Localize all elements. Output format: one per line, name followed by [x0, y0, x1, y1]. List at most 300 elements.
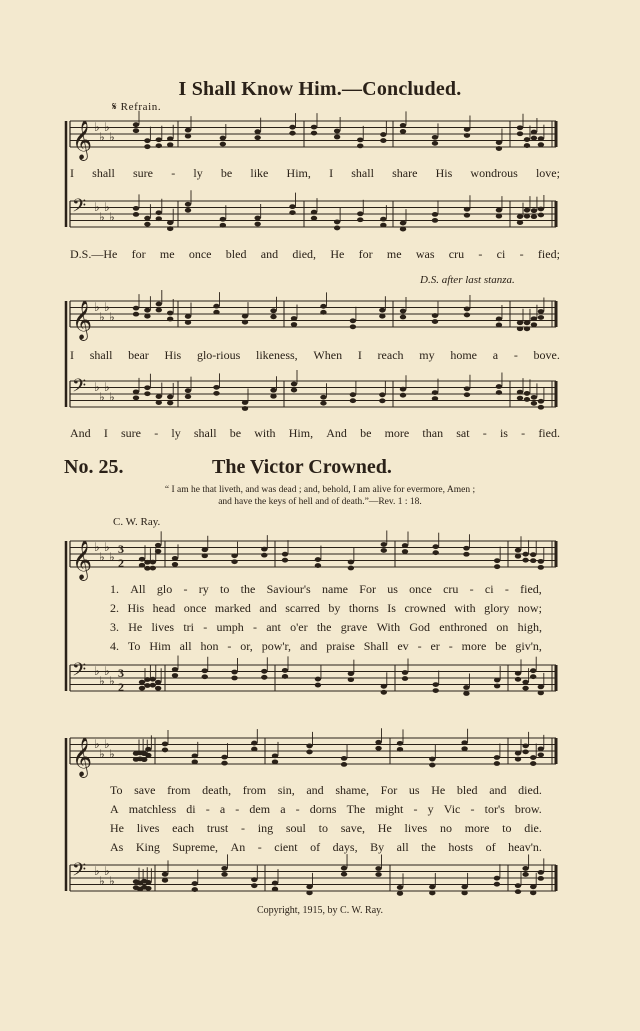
note-head — [464, 386, 470, 391]
note-head — [357, 137, 363, 142]
note-head — [213, 304, 219, 309]
lyric-word: - — [504, 582, 509, 596]
lyric-word: on — [496, 620, 509, 634]
note-head — [213, 310, 219, 315]
note-head — [150, 677, 156, 682]
note-head — [185, 388, 191, 393]
lyric-word: ing — [257, 821, 274, 835]
note-head — [531, 322, 537, 327]
lyric-word: from — [242, 783, 267, 797]
lyric-word: ev — [397, 639, 409, 653]
note-head — [133, 206, 139, 211]
note-head — [524, 137, 530, 142]
note-head — [463, 552, 469, 557]
lyric-word: - — [235, 802, 240, 816]
lyric-word: marked — [214, 601, 251, 615]
lyric-word: To — [127, 639, 141, 653]
note-head — [334, 226, 340, 231]
note-head — [202, 674, 208, 679]
note-head — [375, 740, 381, 745]
flat-icon: ♭ — [109, 210, 115, 224]
note-head — [522, 872, 528, 877]
flat-icon: ♭ — [94, 864, 100, 878]
note-head — [289, 210, 295, 215]
lyric-word: - — [417, 639, 422, 653]
note-head — [282, 552, 288, 557]
lyric-word: me — [386, 247, 402, 261]
note-head — [515, 889, 521, 894]
lyric-word: And — [326, 426, 347, 440]
lyric-word: for — [131, 247, 146, 261]
note-head — [380, 217, 386, 222]
note-head — [515, 554, 521, 559]
lyric-word: be — [220, 166, 233, 180]
lyric-word: He — [330, 247, 345, 261]
lyric-word: more — [464, 821, 490, 835]
note-head — [341, 866, 347, 871]
note-head — [429, 757, 435, 762]
note-head — [517, 131, 523, 136]
lyric-word: - — [257, 840, 262, 854]
lyric-word: - — [519, 247, 524, 261]
note-head — [375, 746, 381, 751]
note-head — [334, 135, 340, 140]
note-head — [311, 216, 317, 221]
note-head — [306, 750, 312, 755]
note-head — [144, 222, 150, 227]
note-head — [261, 547, 267, 552]
time-signature-top: 3 — [118, 666, 124, 680]
note-head — [156, 302, 162, 307]
note-head — [167, 220, 173, 225]
lyric-word: - — [295, 802, 300, 816]
note-head — [145, 880, 151, 885]
note-head — [496, 208, 502, 213]
note-head — [496, 214, 502, 219]
note-head — [524, 214, 530, 219]
note-head — [315, 677, 321, 682]
note-head — [220, 217, 226, 222]
note-head — [375, 866, 381, 871]
note-head — [202, 547, 208, 552]
note-head — [496, 140, 502, 145]
note-head — [380, 138, 386, 143]
lyric-word: hosts — [448, 840, 474, 854]
scripture-line-1: “ I am he that liveth, and was dead ; and, behold, I am alive for evermore, Amen ; — [164, 485, 476, 495]
note-head — [261, 669, 267, 674]
hymn-number: No. 25. — [64, 456, 124, 478]
flat-icon: ♭ — [109, 130, 115, 144]
note-head — [315, 557, 321, 562]
note-head — [251, 747, 257, 752]
refrain-label: 𝄋 Refrain. — [112, 101, 162, 113]
note-head — [357, 217, 363, 222]
composer-credit: C. W. Ray. — [113, 516, 161, 528]
note-head — [461, 885, 467, 890]
note-head — [538, 559, 544, 564]
note-head — [242, 314, 248, 319]
flat-icon: ♭ — [104, 540, 110, 554]
note-head — [515, 757, 521, 762]
note-head — [282, 668, 288, 673]
note-head — [515, 677, 521, 682]
lyric-word: tri — [183, 620, 194, 634]
note-head — [538, 315, 544, 320]
note-head — [231, 676, 237, 681]
note-head — [272, 759, 278, 764]
note-head — [150, 560, 156, 565]
hymn1-line1-lyric — [70, 166, 560, 181]
note-head — [538, 685, 544, 690]
time-signature-bottom: 2 — [118, 680, 124, 694]
lyric-word: soul — [285, 821, 306, 835]
time-signature-bottom: 2 — [118, 556, 124, 570]
note-head — [524, 143, 530, 148]
note-head — [494, 564, 500, 569]
lyric-word: than — [422, 426, 444, 440]
flat-icon: ♭ — [94, 120, 100, 134]
note-head — [202, 553, 208, 558]
note-head — [400, 123, 406, 128]
note-head — [380, 223, 386, 228]
note-head — [320, 304, 326, 309]
note-head — [381, 542, 387, 547]
note-head — [538, 142, 544, 147]
note-head — [251, 877, 257, 882]
lyric-word: - — [205, 802, 210, 816]
lyric-word: dorns — [309, 802, 337, 816]
lyric-word: was — [415, 247, 435, 261]
note-head — [464, 313, 470, 318]
note-head — [522, 749, 528, 754]
note-head — [144, 391, 150, 396]
note-head — [402, 676, 408, 681]
note-head — [156, 137, 162, 142]
note-head — [432, 313, 438, 318]
flat-icon: ♭ — [104, 864, 110, 878]
note-head — [156, 394, 162, 399]
note-head — [348, 671, 354, 676]
lyric-word: high, — [517, 620, 542, 634]
lyric-word: us — [387, 582, 398, 596]
note-head — [139, 686, 145, 691]
note-head — [311, 210, 317, 215]
note-head — [172, 673, 178, 678]
note-head — [538, 405, 544, 410]
note-head — [494, 755, 500, 760]
lyric-word: now; — [517, 601, 542, 615]
flat-icon: ♭ — [104, 664, 110, 678]
lyric-word: He — [128, 620, 143, 634]
lyric-word: ly — [171, 426, 181, 440]
lyric-word: shall — [351, 166, 374, 180]
note-head — [306, 884, 312, 889]
lyric-word: y — [427, 802, 434, 816]
note-head — [433, 682, 439, 687]
lyric-word: - — [171, 166, 176, 180]
note-head — [139, 680, 145, 685]
note-head — [156, 210, 162, 215]
lyric-word: ry — [198, 582, 209, 596]
note-head — [531, 316, 537, 321]
note-head — [220, 142, 226, 147]
note-head — [155, 680, 161, 685]
note-head — [162, 742, 168, 747]
note-head — [538, 309, 544, 314]
lyric-word: ly — [193, 166, 203, 180]
note-head — [150, 683, 156, 688]
treble-clef-icon: 𝄞 — [72, 737, 93, 777]
note-head — [242, 406, 248, 411]
lyric-word: Shall — [363, 639, 389, 653]
note-head — [381, 690, 387, 695]
flat-icon: ♭ — [109, 674, 115, 688]
note-head — [496, 146, 502, 151]
lyric-word: God — [409, 620, 430, 634]
note-head — [144, 314, 150, 319]
note-head — [350, 392, 356, 397]
note-head — [261, 675, 267, 680]
note-head — [291, 388, 297, 393]
lyric-word: He — [377, 821, 392, 835]
lyric-word: head — [152, 601, 176, 615]
note-head — [156, 216, 162, 221]
lyric-word: glory — [484, 601, 510, 615]
lyric-word: fied; — [537, 247, 560, 261]
note-head — [185, 314, 191, 319]
note-head — [167, 311, 173, 316]
note-head — [156, 400, 162, 405]
treble-clef-icon: 𝄞 — [72, 540, 93, 580]
note-head — [270, 388, 276, 393]
lyric-word: - — [227, 639, 232, 653]
note-head — [530, 890, 536, 895]
note-head — [494, 678, 500, 683]
note-head — [185, 320, 191, 325]
lyric-word: - — [154, 426, 159, 440]
note-head — [531, 208, 537, 213]
lyric-word: trust — [206, 821, 229, 835]
bass-clef-icon: 𝄢 — [72, 860, 87, 885]
note-head — [517, 390, 523, 395]
lyric-word: For — [380, 783, 398, 797]
note-head — [334, 220, 340, 225]
note-head — [155, 549, 161, 554]
lyric-word: my — [419, 348, 435, 362]
lyric-word: - — [413, 802, 418, 816]
lyric-word: sin, — [277, 783, 295, 797]
lyric-word: of — [310, 840, 321, 854]
note-head — [402, 670, 408, 675]
note-head — [538, 207, 544, 212]
note-head — [494, 876, 500, 881]
note-head — [220, 136, 226, 141]
lyric-word: Him — [149, 639, 171, 653]
note-head — [185, 208, 191, 213]
note-head — [213, 385, 219, 390]
note-head — [156, 143, 162, 148]
lyric-word: the — [421, 840, 436, 854]
lyric-word: thorns — [348, 601, 379, 615]
flat-icon: ♭ — [99, 747, 105, 761]
lyric-word: I — [329, 166, 334, 180]
lyric-word: from — [167, 783, 191, 797]
note-head — [379, 308, 385, 313]
lyric-word: An — [230, 840, 246, 854]
lyric-word: glo — [156, 582, 173, 596]
note-head — [350, 318, 356, 323]
note-head — [381, 548, 387, 553]
lyric-word: with — [254, 426, 276, 440]
flat-icon: ♭ — [94, 300, 100, 314]
lyric-word: bled — [225, 247, 247, 261]
note-head — [185, 394, 191, 399]
flat-icon: ♭ — [94, 380, 100, 394]
note-head — [289, 204, 295, 209]
note-head — [350, 398, 356, 403]
note-head — [379, 398, 385, 403]
flat-icon: ♭ — [104, 300, 110, 314]
note-head — [400, 221, 406, 226]
hymn-title-concluded: I Shall Know Him.—Concluded. — [178, 78, 462, 100]
lyric-word: - — [469, 582, 474, 596]
lyric-word: ci — [484, 582, 494, 596]
lyric-word: - — [470, 802, 475, 816]
lyric-word: As — [110, 840, 124, 854]
note-head — [531, 395, 537, 400]
note-head — [167, 136, 173, 141]
note-head — [432, 212, 438, 217]
note-head — [397, 885, 403, 890]
note-head — [432, 396, 438, 401]
ds-instruction: D.S. after last stanza. — [420, 274, 515, 286]
lyric-word: and — [260, 247, 279, 261]
note-head — [402, 549, 408, 554]
lyric-word: His — [435, 166, 453, 180]
note-head — [144, 308, 150, 313]
lyric-word: Saviour's — [266, 582, 311, 596]
verse-line — [110, 781, 542, 800]
note-head — [429, 891, 435, 896]
note-head — [515, 671, 521, 676]
verse-line — [110, 819, 542, 838]
note-head — [531, 136, 537, 141]
note-head — [538, 691, 544, 696]
note-head — [517, 220, 523, 225]
note-head — [400, 309, 406, 314]
note-head — [379, 392, 385, 397]
bass-clef-icon: 𝄢 — [72, 660, 87, 685]
note-head — [133, 395, 139, 400]
note-head — [522, 680, 528, 685]
note-head — [538, 752, 544, 757]
lyric-word: sure — [133, 166, 154, 180]
lyric-word: shame, — [335, 783, 369, 797]
note-head — [291, 316, 297, 321]
lyric-word: wondrous — [470, 166, 518, 180]
note-head — [282, 674, 288, 679]
note-head — [524, 320, 530, 325]
note-head — [270, 394, 276, 399]
lyric-word: A — [110, 802, 119, 816]
note-head — [133, 389, 139, 394]
note-head — [464, 307, 470, 312]
note-head — [155, 543, 161, 548]
lyric-word: be — [495, 639, 507, 653]
note-head — [432, 319, 438, 324]
lyric-word: sat — [456, 426, 470, 440]
note-head — [397, 741, 403, 746]
note-head — [341, 756, 347, 761]
lyric-word: me — [159, 247, 175, 261]
lyric-word: crowned — [404, 601, 446, 615]
note-head — [334, 129, 340, 134]
lyric-word: the — [316, 620, 332, 634]
treble-clef-icon: 𝄞 — [72, 300, 93, 340]
note-head — [530, 558, 536, 563]
note-head — [429, 885, 435, 890]
lyric-word: I — [70, 166, 74, 180]
lyric-word: I — [103, 426, 108, 440]
note-head — [515, 883, 521, 888]
lyric-word: with — [454, 601, 476, 615]
note-head — [538, 136, 544, 141]
flat-icon: ♭ — [109, 747, 115, 761]
note-head — [517, 320, 523, 325]
note-head — [348, 560, 354, 565]
lyric-word: to — [220, 582, 230, 596]
note-head — [172, 556, 178, 561]
lyric-word: matchless — [128, 802, 177, 816]
note-head — [306, 890, 312, 895]
note-head — [133, 306, 139, 311]
lyric-word: bear — [128, 348, 149, 362]
note-head — [461, 891, 467, 896]
note-head — [432, 141, 438, 146]
note-head — [530, 755, 536, 760]
note-head — [221, 866, 227, 871]
lyric-word: and — [299, 639, 318, 653]
lyric-word: lives — [151, 620, 175, 634]
lyric-word: no — [439, 821, 452, 835]
lyric-word: more — [384, 426, 410, 440]
note-head — [463, 691, 469, 696]
note-head — [272, 887, 278, 892]
note-head — [311, 131, 317, 136]
note-head — [538, 870, 544, 875]
note-head — [464, 213, 470, 218]
lyric-word: cru — [448, 247, 465, 261]
note-head — [400, 387, 406, 392]
lyric-word: tor's — [484, 802, 505, 816]
lyric-word: be — [229, 426, 242, 440]
note-head — [272, 881, 278, 886]
lyric-word: glo-rious — [196, 348, 241, 362]
time-signature-top: 3 — [118, 542, 124, 556]
lyric-word: To — [110, 783, 123, 797]
lyric-word: - — [448, 639, 453, 653]
bass-clef-icon: 𝄢 — [72, 376, 87, 401]
note-head — [172, 667, 178, 672]
note-head — [538, 565, 544, 570]
note-head — [524, 397, 530, 402]
lyric-word: When — [313, 348, 343, 362]
lyric-word: to — [502, 821, 512, 835]
note-head — [315, 563, 321, 568]
note-head — [517, 326, 523, 331]
verses-part-a — [110, 580, 542, 656]
note-head — [357, 143, 363, 148]
